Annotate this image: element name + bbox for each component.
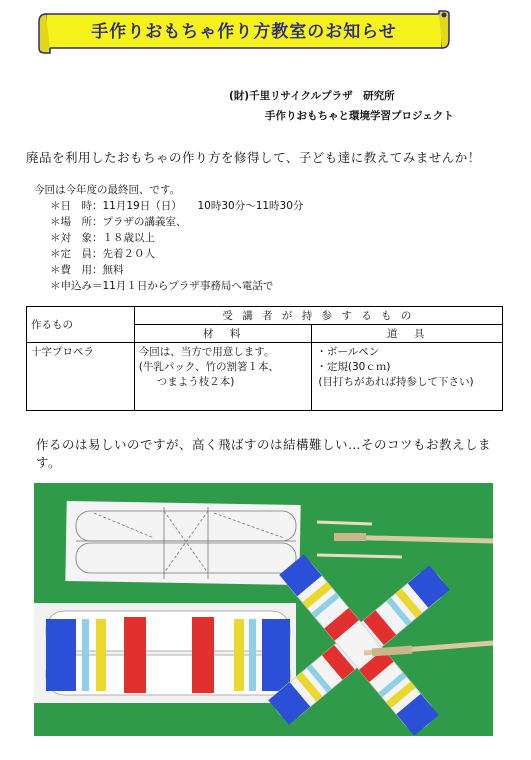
header-tools: 道 具 bbox=[312, 325, 503, 343]
detail-lead: 今回は今年度の最終回、です。 bbox=[34, 184, 181, 196]
detail-capacity: ＊定 員：先着２０人 bbox=[50, 248, 155, 260]
header-bring: 受 講 者 が 持 参 す る も の bbox=[134, 307, 502, 325]
detail-place: ＊場 所：プラザの講義室、 bbox=[50, 216, 187, 228]
page-title: 手作りおもちゃ作り方教室のお知らせ bbox=[91, 22, 397, 42]
materials-line-3: つまよう枝２本) bbox=[156, 376, 235, 388]
header-make: 作るもの bbox=[27, 307, 135, 343]
detail-apply: ＊申込み＝11月１日からプラザ事務局へ電話で bbox=[50, 280, 274, 292]
tools-line-1: ・ボールペン bbox=[316, 346, 380, 358]
propeller-photo-image bbox=[34, 483, 493, 736]
detail-fee: ＊費 用：無料 bbox=[50, 264, 124, 276]
materials-table bbox=[26, 306, 503, 411]
propeller-photo bbox=[34, 483, 493, 736]
intro-paragraph: 廃品を利用したおもちゃの作り方を修得して、子ども達に教えてみませんか！ bbox=[26, 150, 481, 165]
organization-name: (財)千里リサイクルプラザ 研究所 bbox=[229, 90, 395, 102]
colored-card-icon bbox=[34, 603, 296, 703]
header-materials: 材 料 bbox=[134, 325, 312, 343]
row-tools bbox=[312, 343, 503, 411]
row-item: 十字プロペラ bbox=[27, 343, 135, 411]
tips-paragraph: 作るのは易しいのですが、高く飛ばすのは結構難しい…そのコツもお教えします。 bbox=[36, 437, 492, 470]
title-banner bbox=[38, 10, 450, 54]
row-materials bbox=[134, 343, 312, 411]
materials-line-1: 今回は、当方で用意します。 bbox=[138, 346, 275, 358]
tools-line-2: ・定規(30ｃｍ) bbox=[316, 361, 391, 373]
detail-date: ＊日 時：11月19日（日） 10時30分～11時30分 bbox=[50, 200, 304, 212]
materials-line-2: (牛乳パック、竹の割箸１本、 bbox=[138, 361, 279, 373]
detail-target: ＊対 象：１８歳以上 bbox=[50, 232, 155, 244]
tools-line-3: (目打ちがあれば持参して下さい) bbox=[318, 376, 474, 388]
project-name: 手作りおもちゃと環境学習プロジェクト bbox=[265, 110, 454, 122]
template-card-icon bbox=[65, 501, 300, 585]
